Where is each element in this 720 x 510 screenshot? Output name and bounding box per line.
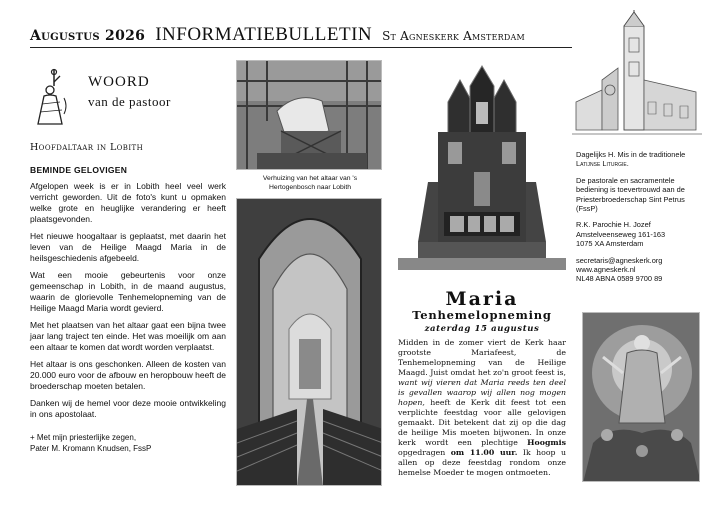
article-paragraph: Wat een mooie gebeurtenis voor onze gemeenschap in Lobith, in de maand augustus, waarin de glorievolle Tenhemelopneming van de Heilige Maagd Maria wordt gevierd.	[30, 270, 226, 313]
maria-text-italic: want wij vieren dat Maria reeds ten deel is gevallen waarop wij allen nog mogen hopen,	[398, 378, 566, 407]
assumption-painting-drawing	[583, 313, 700, 482]
woord-subtitle: van de pastoor	[88, 94, 171, 109]
signoff	[30, 432, 226, 454]
article-paragraph: Het altaar is ons geschonken. Alleen de kosten van 20.000 euro voor de afbouw en heropbouw heeft de broederschap moeten betalen.	[30, 359, 226, 391]
mass-info	[576, 150, 702, 169]
maria-text-part: Ik hoop u allen op deze feestdag rondom onze hemelse Moeder te mogen ontmoeten.	[398, 448, 566, 477]
altar-photo	[398, 62, 566, 270]
maria-text-part: heeft de Kerk dit feest tot een verplichte feestdag voor alle gelovigen gemaakt. Dit betekent dat zij op die dag de heilige Mis moeten bijwonen. In onze kerk wordt een plechtige	[398, 398, 566, 447]
maria-subtitle: Tenhemelopneming	[412, 308, 552, 322]
article-greeting: BEMINDE GELOVIGEN	[30, 165, 128, 175]
contact-info	[576, 256, 702, 284]
issue-date: Augustus 2026	[30, 28, 146, 44]
photo-caption: Verhuizing van het altaar van 's Hertogenbosch naar Lobith	[262, 175, 358, 191]
pastoral-info: De pastorale en sacramentele bediening is toevertrouwd aan de Priesterbroederschap Sint Petrus (FssP)	[576, 175, 685, 214]
latin-liturgy: Latijnse Liturgie.	[576, 159, 629, 169]
maria-text	[398, 338, 566, 478]
hoogmis-label: Hoogmis	[527, 438, 566, 447]
article-paragraph: Afgelopen week is er in Lobith heel veel werk verricht geworden. Uit de foto's kunt u opmaken welke grote en heuglijke verandering er heeft plaatsgevonden.	[30, 181, 226, 224]
signoff-blessing: + Met mijn priesterlijke zegen,	[30, 433, 137, 442]
pastor-column	[30, 60, 226, 454]
article-paragraph: Danken wij de hemel voor deze mooie ontwikkeling in ons apostolaat.	[30, 398, 226, 419]
mass-info-text: Dagelijks H. Mis in de traditionele	[576, 150, 686, 159]
parish-name: R.K. Parochie H. Jozef	[576, 220, 651, 230]
parish-info	[576, 150, 702, 291]
altar-moving-photo-drawing	[237, 61, 382, 170]
maria-text-part: opgedragen	[398, 448, 451, 457]
postal-city: 1075 XA Amsterdam	[576, 239, 644, 249]
article-heading: Hoofdaltaar in Lobith	[30, 142, 144, 153]
assumption-painting	[582, 312, 700, 482]
altar-drawing	[398, 62, 566, 270]
article-paragraph: Met het plaatsen van het altaar gaat een bijna twee jaar lang traject ten einde. Het was moeilijk om aan een altaar te komen dat wordt worden verplaatst.	[30, 320, 226, 352]
maria-date: zaterdag 15 augustus	[424, 324, 540, 334]
email-link[interactable]: secretaris@agneskerk.org	[576, 255, 663, 265]
signoff-author: Pater M. Kromann Knudsen, FssP	[30, 444, 152, 453]
woord-header	[30, 60, 226, 140]
website-link[interactable]: www.agneskerk.nl	[576, 265, 636, 275]
pastor-preaching-icon	[34, 68, 76, 128]
church-exterior-drawing	[572, 10, 702, 146]
church-interior-drawing	[237, 199, 382, 486]
church-name: St Agneskerk Amsterdam	[382, 29, 525, 43]
church-interior-photo	[236, 198, 382, 486]
parish-address	[576, 220, 702, 248]
bulletin-title: INFORMATIEBULLETIN	[155, 24, 373, 45]
mass-time: om 11.00 uur.	[450, 448, 518, 457]
altar-moving-photo	[236, 60, 382, 170]
church-exterior-sketch	[572, 10, 702, 146]
maria-title: Maria	[445, 288, 519, 310]
iban: NL48 ABNA 0589 9700 89	[576, 274, 663, 284]
maria-text-part: Midden in de zomer viert de Kerk haar grootste Mariafeest, de Tenhemelopneming van de Heilige Maagd. Juist omdat het zo'n groot feest is,	[398, 338, 566, 377]
woord-title: WOORD	[88, 74, 150, 90]
street-address: Amstelveenseweg 161-163	[576, 229, 666, 239]
article-paragraph: Het nieuwe hoogaltaar is geplaatst, met daarin het leven van de Heilige Maagd Maria in de heilsgeschiedenis afgebeeld.	[30, 231, 226, 263]
